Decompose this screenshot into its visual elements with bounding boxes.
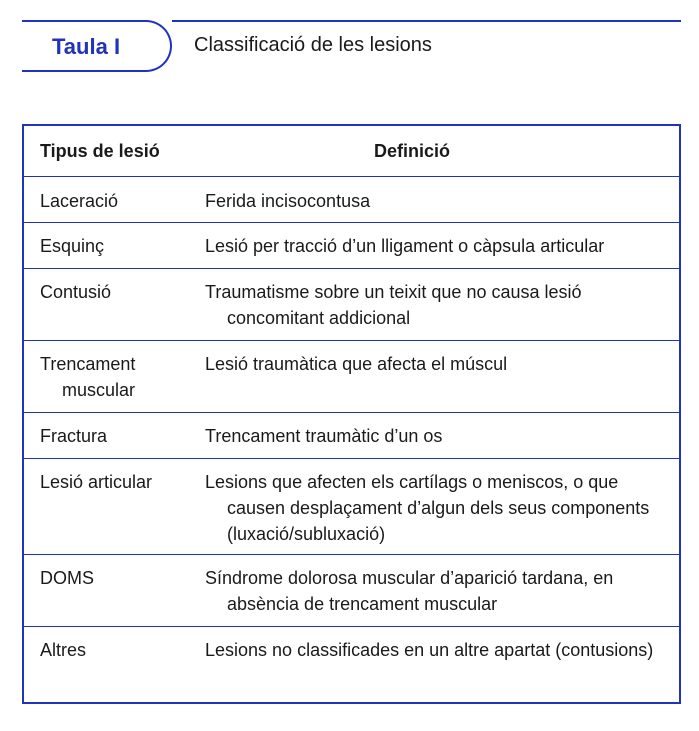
- lesion-table: [22, 124, 681, 704]
- column-header-type: Tipus de lesió: [40, 141, 160, 161]
- header-rule: [172, 20, 681, 22]
- lesion-type: DOMS: [40, 568, 94, 588]
- lesion-definition: Síndrome dolorosa muscular d’aparició tardana, en absència de trencament muscular: [205, 568, 614, 614]
- table-number-tab: [22, 20, 172, 72]
- lesion-definition: Ferida incisocontusa: [205, 191, 371, 211]
- lesion-type: Lesió articular: [40, 472, 153, 492]
- lesion-definition: Lesió per tracció d’un lligament o càpsula articular: [205, 236, 605, 256]
- lesion-type: Esquinç: [40, 236, 105, 256]
- table-row: [24, 222, 679, 268]
- table-row: [24, 554, 679, 626]
- column-header-definition: Definició: [373, 141, 450, 161]
- table-row: [24, 268, 679, 340]
- table-row: [24, 458, 679, 554]
- table-header-row: [24, 126, 679, 176]
- lesion-type: Fractura: [40, 426, 108, 446]
- lesion-definition: Trencament traumàtic d’un os: [205, 426, 443, 446]
- lesion-definition: Lesió traumàtica que afecta el múscul: [205, 354, 508, 374]
- lesion-definition: Lesions no classificades en un altre apartat (contusions): [205, 640, 654, 660]
- table-title: Classificació de les lesions: [194, 34, 432, 56]
- table-row: [24, 340, 679, 412]
- lesion-definition: Lesions que afecten els cartílags o meniscos, o que causen desplaçament d’algun dels seus components (luxació/subluxació): [205, 472, 650, 544]
- table-row: [24, 626, 679, 702]
- lesion-type: Contusió: [40, 282, 112, 302]
- table-header: [22, 20, 681, 76]
- lesion-type: Altres: [40, 640, 87, 660]
- table-row: [24, 412, 679, 458]
- lesion-type: Laceració: [40, 191, 119, 211]
- lesion-definition: Traumatisme sobre un teixit que no causa lesió concomitant addicional: [205, 282, 582, 328]
- table-row: [24, 176, 679, 222]
- lesion-type: Trencament muscular: [40, 354, 136, 400]
- table-number: Taula I: [52, 34, 121, 59]
